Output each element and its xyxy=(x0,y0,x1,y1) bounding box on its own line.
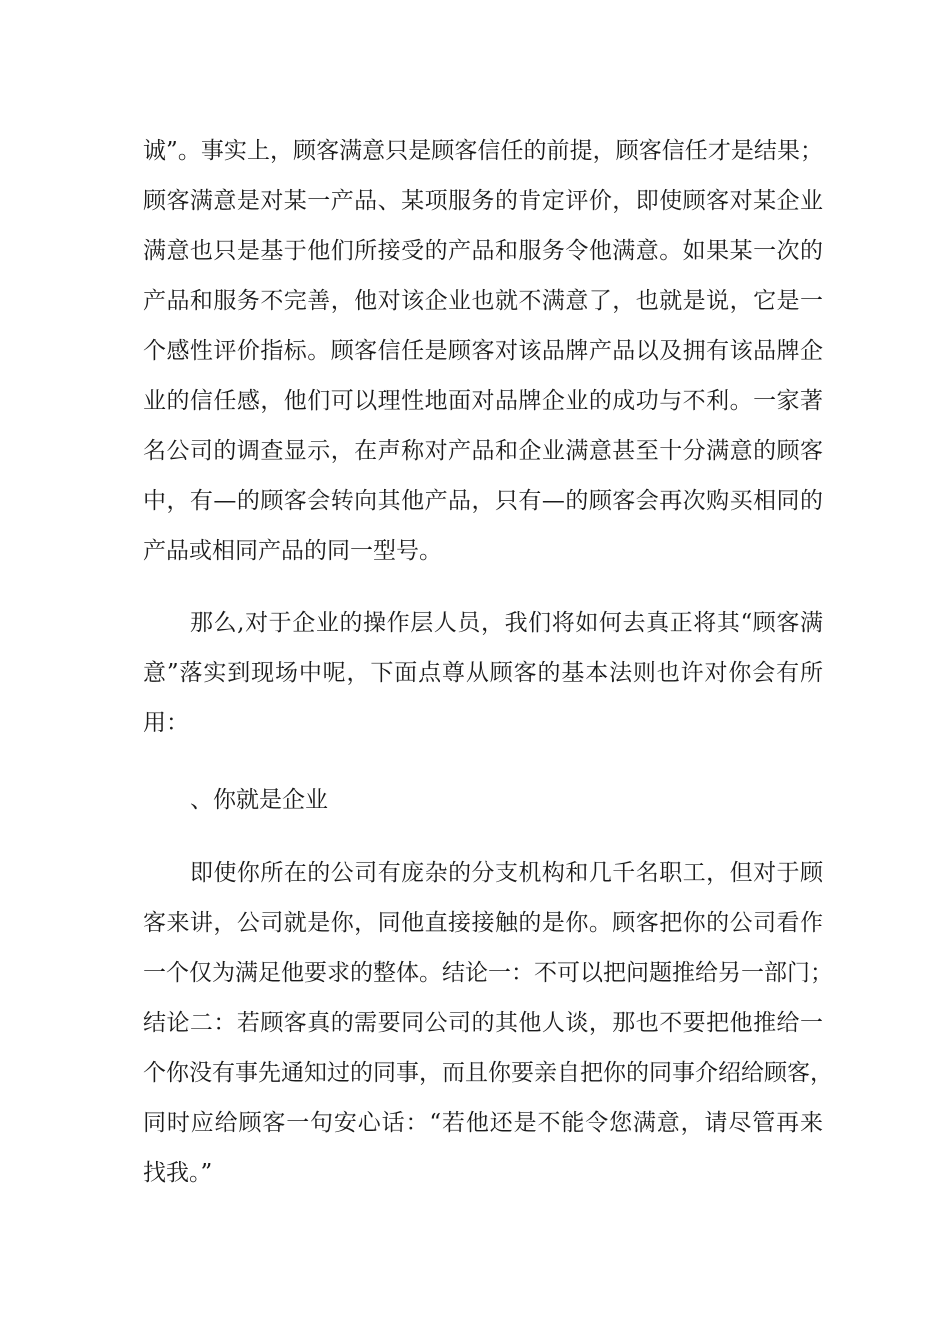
paragraph-1-line-2: 顾客满意是对某一产品、某项服务的肯定评价，即使顾客对某企业 xyxy=(143,188,823,214)
paragraph-1-line-6: 业的信任感，他们可以理性地面对品牌企业的成功与不利。一家著 xyxy=(143,388,823,414)
paragraph-1-line-5: 个感性评价指标。顾客信任是顾客对该品牌产品以及拥有该品牌企 xyxy=(143,338,823,364)
paragraph-4-line-1: 即使你所在的公司有庞杂的分支机构和几千名职工，但对于顾 xyxy=(190,860,823,886)
paragraph-2-line-3: 用： xyxy=(143,710,189,736)
paragraph-4-line-2: 客来讲，公司就是你，同他直接接触的是你。顾客把你的公司看作 xyxy=(143,910,823,936)
paragraph-1-line-7: 名公司的调查显示，在声称对产品和企业满意甚至十分满意的顾客 xyxy=(143,438,823,464)
paragraph-4-line-5: 个你没有事先通知过的同事，而且你要亲自把你的同事介绍给顾客， xyxy=(143,1060,833,1086)
paragraph-4-line-4: 结论二：若顾客真的需要同公司的其他人谈，那也不要把他推给一 xyxy=(143,1010,823,1036)
paragraph-2-line-1: 那么,对于企业的操作层人员，我们将如何去真正将其“顾客满 xyxy=(190,610,823,636)
paragraph-4-line-3: 一个仅为满足他要求的整体。结论一：不可以把问题推给另一部门； xyxy=(143,960,833,986)
paragraph-1-line-1: 诚”。事实上，顾客满意只是顾客信任的前提，顾客信任才是结果； xyxy=(143,138,823,164)
paragraph-1-line-3: 满意也只是基于他们所接受的产品和服务令他满意。如果某一次的 xyxy=(143,238,823,264)
paragraph-4-line-7: 找我。” xyxy=(143,1160,213,1186)
paragraph-1-line-9: 产品或相同产品的同一型号。 xyxy=(143,538,442,564)
paragraph-2-line-2: 意”落实到现场中呢，下面点尊从顾客的基本法则也许对你会有所 xyxy=(143,660,823,686)
section-heading: 、你就是企业 xyxy=(190,787,328,813)
paragraph-1-line-8: 中，有—的顾客会转向其他产品，只有—的顾客会再次购买相同的 xyxy=(143,488,823,514)
paragraph-1-line-4: 产品和服务不完善，他对该企业也就不满意了，也就是说，它是一 xyxy=(143,288,823,314)
paragraph-4-line-6: 同时应给顾客一句安心话：“若他还是不能令您满意，请尽管再来 xyxy=(143,1110,823,1136)
